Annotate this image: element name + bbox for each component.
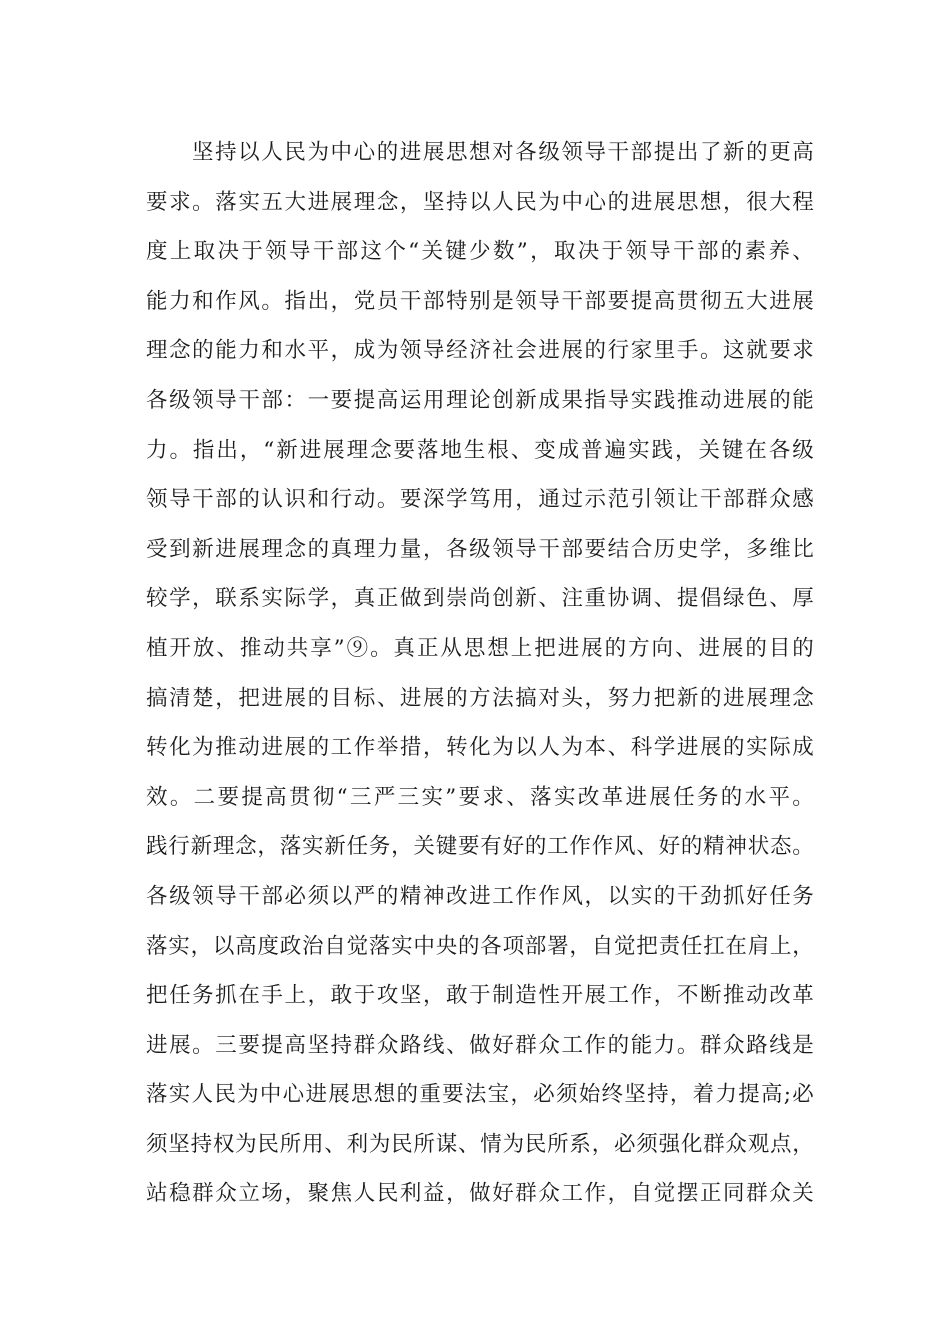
paragraph-line-17: 落实，以高度政治自觉落实中央的各项部署，自觉把责任扛在肩上，	[146, 933, 814, 959]
paragraph-line-12: 搞清楚，把进展的目标、进展的方法搞对头，努力把新的进展理念	[146, 685, 814, 711]
paragraph-line-16: 各级领导干部必须以严的精神改进工作作风，以实的干劲抓好任务	[146, 883, 814, 909]
paragraph-line-21: 须坚持权为民所用、利为民所谋、情为民所系，必须强化群众观点，	[146, 1131, 814, 1157]
paragraph-line-11: 植开放、推动共享”⑨。真正从思想上把进展的方向、进展的目的	[146, 635, 814, 661]
paragraph-line-7: 力。指出，“新进展理念要落地生根、变成普遍实践，关键在各级	[146, 437, 814, 463]
paragraph-line-5: 理念的能力和水平，成为领导经济社会进展的行家里手。这就要求	[146, 338, 814, 364]
paragraph-line-22: 站稳群众立场，聚焦人民利益，做好群众工作，自觉摆正同群众关	[146, 1181, 814, 1207]
paragraph-line-2: 要求。落实五大进展理念，坚持以人民为中心的进展思想，很大程	[146, 189, 814, 215]
paragraph-line-20: 落实人民为中心进展思想的重要法宝，必须始终坚持，着力提高;必	[146, 1082, 814, 1108]
paragraph-line-15: 践行新理念，落实新任务，关键要有好的工作作风、好的精神状态。	[146, 834, 814, 860]
paragraph-line-14: 效。二要提高贯彻“三严三实”要求、落实改革进展任务的水平。	[146, 784, 814, 810]
paragraph-line-9: 受到新进展理念的真理力量，各级领导干部要结合历史学，多维比	[146, 536, 814, 562]
paragraph-line-4: 能力和作风。指出，党员干部特别是领导干部要提高贯彻五大进展	[146, 288, 814, 314]
paragraph-line-3: 度上取决于领导干部这个“关键少数”，取决于领导干部的素养、	[146, 239, 814, 265]
paragraph-line-13: 转化为推动进展的工作举措，转化为以人为本、科学进展的实际成	[146, 735, 814, 761]
body-paragraph	[146, 128, 814, 1219]
paragraph-line-1: 坚持以人民为中心的进展思想对各级领导干部提出了新的更高	[192, 140, 814, 165]
paragraph-line-18: 把任务抓在手上，敢于攻坚，敢于制造性开展工作，不断推动改革	[146, 983, 814, 1009]
paragraph-line-10: 较学，联系实际学，真正做到崇尚创新、注重协调、提倡绿色、厚	[146, 586, 814, 612]
paragraph-line-19: 进展。三要提高坚持群众路线、做好群众工作的能力。群众路线是	[146, 1032, 814, 1058]
paragraph-line-6: 各级领导干部：一要提高运用理论创新成果指导实践推动进展的能	[146, 387, 814, 413]
paragraph-line-8: 领导干部的认识和行动。要深学笃用，通过示范引领让干部群众感	[146, 487, 814, 513]
